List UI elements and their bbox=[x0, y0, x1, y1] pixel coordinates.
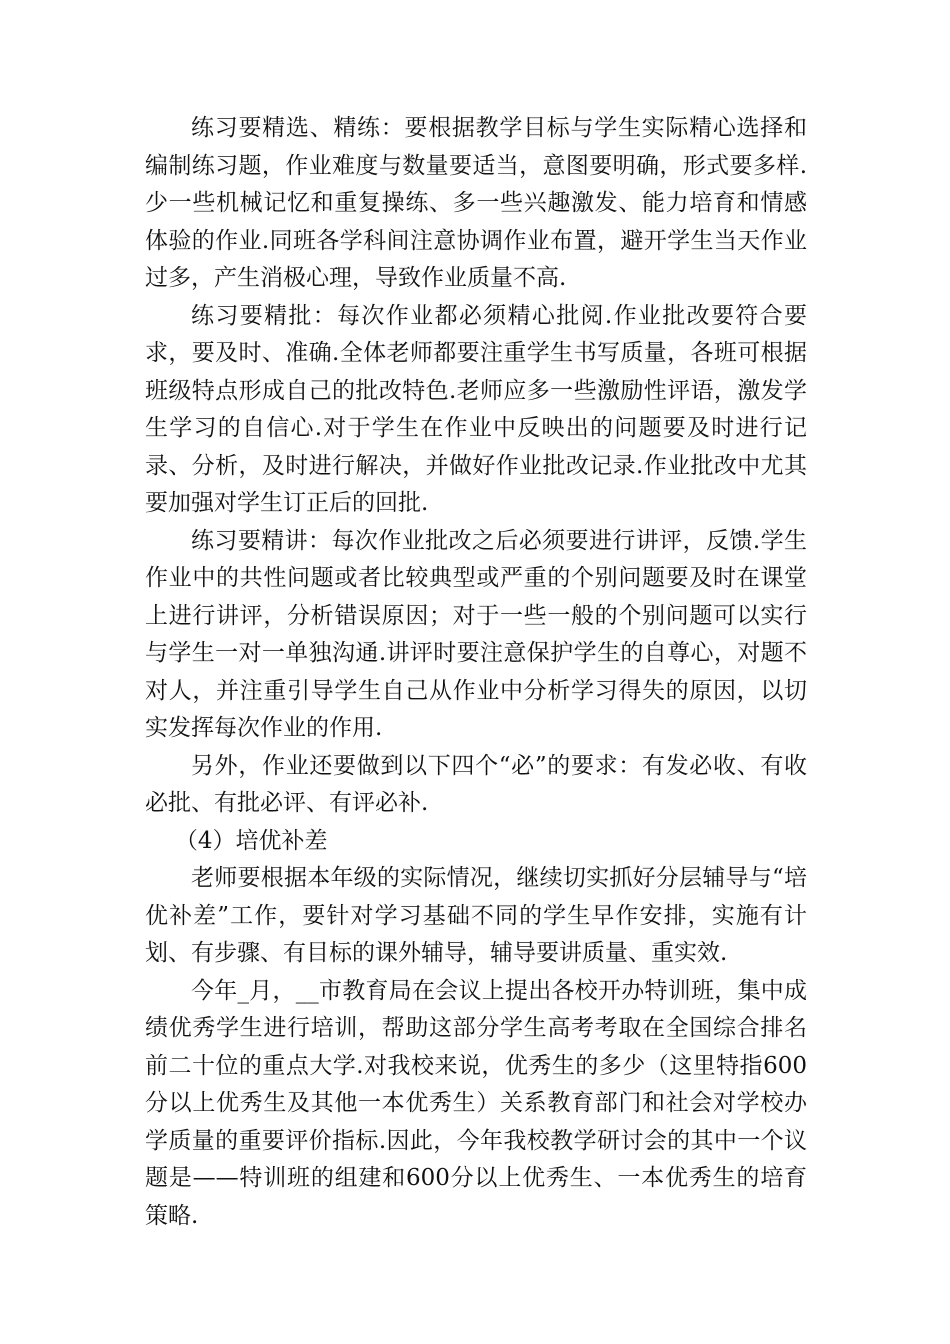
document-page bbox=[145, 110, 807, 1235]
paragraph-practice-grading: 练习要精批：每次作业都必须精心批阅.作业批改要符合要求，要及时、准确.全体老师都要注重学生书写质量，各班可根据班级特点形成自己的批改特色.老师应多一些激励性评语，激发学生学习的自信心.对于学生在作业中反映出的问题要及时进行记录、分析，及时进行解决，并做好作业批改记录.作业批改中尤其要加强对学生订正后的回批. bbox=[145, 302, 807, 516]
paragraph-special-class: 今年_月，__市教育局在会议上提出各校开办特训班，集中成绩优秀学生进行培训，帮助这部分学生高考考取在全国综合排名前二十位的重点大学.对我校来说，优秀生的多少（这里特指600分以上优秀生及其他一本优秀生）关系教育部门和社会对学校办学质量的重要评价指标.因此，今年我校教学研讨会的其中一个议题是——特训班的组建和600分以上优秀生、一本优秀生的培育策略. bbox=[145, 977, 807, 1229]
paragraph-practice-selection: 练习要精选、精练：要根据教学目标与学生实际精心选择和编制练习题，作业难度与数量要适当，意图要明确，形式要多样.少一些机械记忆和重复操练、多一些兴趣激发、能力培育和情感体验的作业.同班各学科间注意协调作业布置，避开学生当天作业过多，产生消极心理，导致作业质量不高. bbox=[145, 115, 807, 291]
paragraph-practice-explaining: 练习要精讲：每次作业批改之后必须要进行讲评，反馈.学生作业中的共性问题或者比较典型或严重的个别问题要及时在课堂上进行讲评，分析错误原因；对于一些一般的个别问题可以实行与学生一对一单独沟通.讲评时要注意保护学生的自尊心，对题不对人，并注重引导学生自己从作业中分析学习得失的原因，以切实发挥每次作业的作用. bbox=[145, 527, 807, 741]
section-heading: （4）培优补差 bbox=[174, 827, 328, 854]
paragraph-four-musts: 另外，作业还要做到以下四个“必”的要求：有发必收、有收必批、有批必评、有评必补. bbox=[145, 752, 807, 816]
paragraph-tiered-tutoring: 老师要根据本年级的实际情况，继续切实抓好分层辅导与“培优补差”工作，要针对学习基础不同的学生早作安排，实施有计划、有步骤、有目标的课外辅导，辅导要讲质量、重实效. bbox=[145, 865, 807, 966]
